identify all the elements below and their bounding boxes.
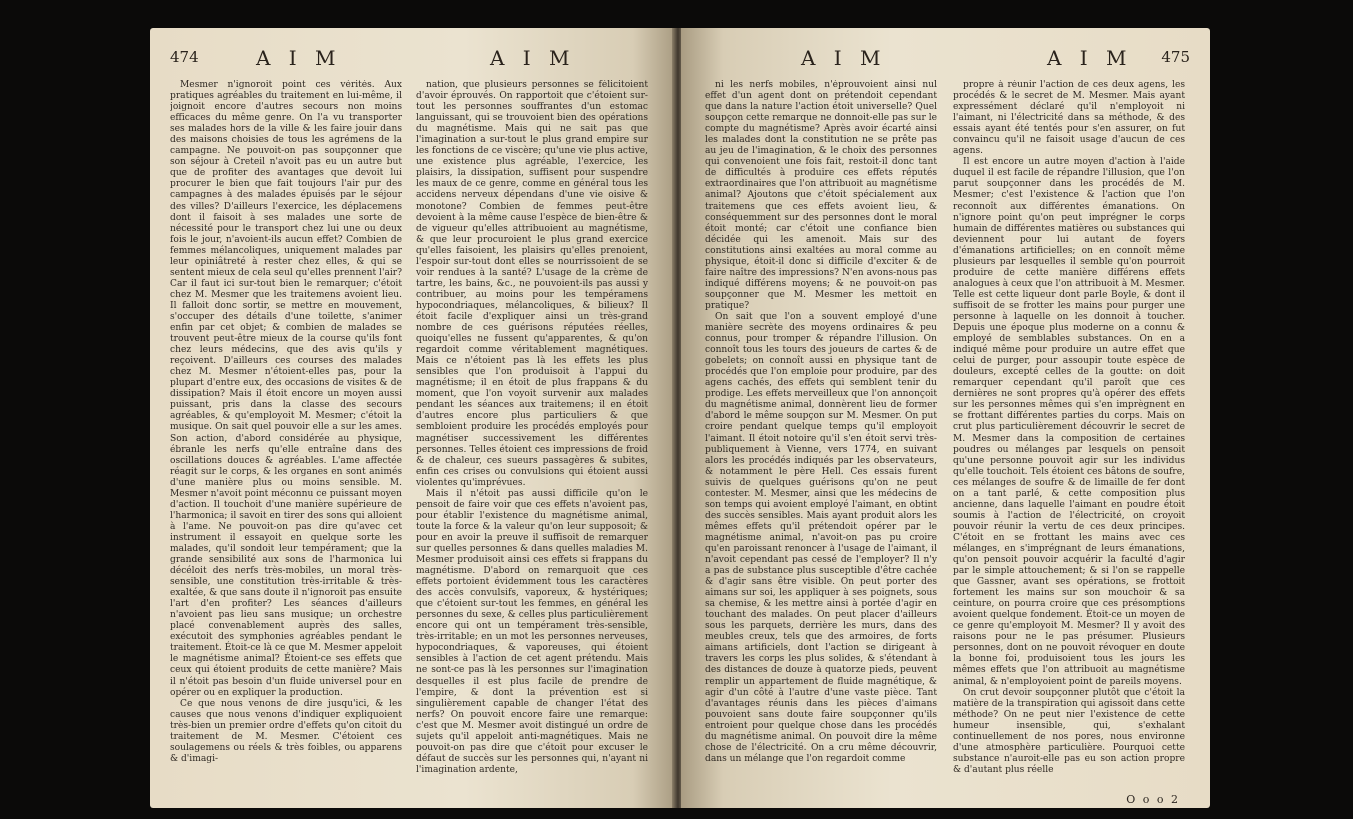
left-page-header <box>170 42 655 78</box>
right-page-header <box>701 42 1190 78</box>
paragraph: Mesmer n'ignoroit point ces vérités. Aux pratiques agréables du traitement en lui-même, il joignoit encore d'autres secours non moins efficaces du même genre. On l'a vu transporter ses malades hors de la ville & les faire jouir dans des maisons choisies de tous les agrémens de la campagne. Ne pouvoit-on pas soupçonner que son séjour à Creteil n'avoit pas eu un autre but que de profiter des avantages que devoit lui procurer le bien que fait toujours l'air pur des campagnes à des malades épuisés par le séjour des villes? D'ailleurs l'exercice, les déplacemens dont il faisoit à ses malades une sorte de nécessité pour le transport chez lui une ou deux fois le jour, n'avoient-ils aucun effet? Combien de femmes mélancoliques, uniquement malades par leur opiniâtreté à rester chez elles, & qui se sentent mieux de cela seul qu'elles prennent l'air? Car il faut ici sur-tout bien le remarquer; c'étoit chez M. Mesmer que les traitemens avoient lieu. Il falloit donc sortir, se mettre en mouvement, s'occuper des détails d'une toilette, s'animer enfin par cet objet; & combien de malades se trouvent peut-être mieux de la course qu'ils font chez leurs médecins, que des avis qu'ils y reçoivent. D'ailleurs ces courses des malades chez M. Mesmer n'étoient-elles pas, pour la plupart d'entre eux, des occasions de visites & de dissipation? Mais il étoit encore un moyen aussi puissant, pris dans la classe des secours agréables, & qu'employoit M. Mesmer; c'étoit la musique. On sait quel pouvoir elle a sur les ames. Son action, d'abord considérée au physique, ébranle les nerfs qu'elle entraîne dans des oscillations douces & agréables. L'ame affectée réagit sur le corps, & les organes en sont animés d'une manière plus ou moins sensible. M. Mesmer n'avoit point méconnu ce puissant moyen d'action. Il touchoit d'une manière supérieure de l'harmonica; il savoit en tirer des sons qui alloient à l'ame. Ne pouvoit-on pas dire qu'avec cet instrument il essayoit en quelque sorte les malades, qu'il sondoit leur tempérament; que la grande sensibilité aux sons de l'harmonica lui décéloit des nerfs très-mobiles, un moral très-sensible, une constitution très-irritable & très-exaltée, & que sans doute il n'ignoroit pas ensuite l'art d'en profiter? Les séances d'ailleurs n'avoient pas lieu sans musique; un orchestre placé convenablement auprès des salles, exécutoit des symphonies agréables pendant le traitement. Étoit-ce là ce que M. Mesmer appeloit le magnétisme animal? Étoient-ce ses effets que ceux qui étoient produits de cette manière? Mais il n'étoit pas besoin d'un fluide universel pour en opérer ou en expliquer la production. <box>170 80 402 698</box>
paragraph: On crut devoir soupçonner plutôt que c'étoit la matière de la transpiration qui agissoit dans cette méthode? On ne peut nier l'existence de cette humeur insensible, qui, s'exhalant continuellement de nos pores, nous environne d'une atmosphère particulière. Pourquoi cette substance n'auroit-elle pas eu son action propre & d'autant plus réelle <box>953 687 1185 775</box>
page-number: 474 <box>170 48 199 66</box>
text-column-3 <box>705 80 937 800</box>
running-head-left: A I M <box>801 46 887 70</box>
page-number: 475 <box>1161 48 1190 66</box>
running-head-right: A I M <box>490 46 576 70</box>
left-page <box>150 28 675 808</box>
text-column-2 <box>416 80 648 800</box>
running-head-left: A I M <box>256 46 342 70</box>
paragraph: ni les nerfs mobiles, n'éprouvoient ainsi nul effet d'un agent dont on prétendoit cependant que dans la nature l'action étoit universelle? Quel soupçon cette remarque ne donnoit-elle pas sur le compte du magnétisme? Après avoir écarté ainsi les malades dont la constitution ne se prête pas au jeu de l'imagination, & le choix des personnes qui convenoient une fois fait, restoit-il donc tant de difficultés à produire ces effets réputés extraordinaires que l'on attribuoit au magnétisme animal? Ajoutons que c'étoit spécialement aux traitemens que ces effets avoient lieu, & conséquemment sur des personnes dont le moral étoit monté; car c'étoit une confiance bien décidée qui les amenoit. Mais sur des constitutions ainsi exaltées au moral comme au physique, étoit-il donc si difficile d'exciter & de faire naître des impressions? N'en avons-nous pas indiqué différens moyens; & ne pouvoit-on pas soupçonner que M. Mesmer les mettoit en pratique? <box>705 80 937 311</box>
right-page <box>681 28 1210 808</box>
text-column-4 <box>953 80 1185 800</box>
open-book <box>150 28 1210 808</box>
paragraph: Mais il n'étoit pas aussi difficile qu'on le pensoit de faire voir que ces effets n'avoient pas, pour établir l'existence du magnétisme animal, toute la force & la valeur qu'on leur supposoit; & pour en avoir la preuve il suffisoit de remarquer sur quelles personnes & dans quelles maladies M. Mesmer produisoit ainsi ces effets si frappans du magnétisme. D'abord on remarquoit que ces effets portoient évidemment tous les caractères des accès convulsifs, vaporeux, & hystériques; que c'étoient sur-tout les femmes, en général les personnes du sexe, & celles plus particulièrement encore qui ont un tempérament très-sensible, très-irritable; en un mot les personnes nerveuses, hypocondriaques, & vaporeuses, qui étoient sensibles à l'action de cet agent prétendu. Mais ne sont-ce pas là les personnes sur l'imagination desquelles il est plus facile de prendre de l'empire, & dont la prévention est si singulièrement capable de changer l'état des nerfs? On pouvoit encore faire une remarque: c'est que M. Mesmer avoit distingué un ordre de sujets qu'il appeloit anti-magnétiques. Mais ne pouvoit-on pas dire que c'étoit pour excuser le défaut de succès sur les personnes qui, n'ayant ni l'imagination ardente, <box>416 488 648 775</box>
paragraph: propre à réunir l'action de ces deux agens, les procédés & le secret de M. Mesmer. Mais ayant expressément déclaré qu'il n'employoit ni l'aimant, ni l'électricité dans sa méthode, & des essais ayant été tentés pour s'en assurer, on fut convaincu qu'il ne faisoit usage d'aucun de ces agens. <box>953 80 1185 157</box>
signature-mark: O o o 2 <box>1126 793 1180 806</box>
paragraph: On sait que l'on a souvent employé d'une manière secrète des moyens ordinaires & peu connus, pour tromper & répandre l'illusion. On connoît tous les tours des joueurs de cartes & de gobelets; on connoît aussi en physique tant de procédés que l'on emploie pour produire, par des agens cachés, des effets qui semblent tenir du prodige. Les effets merveilleux que l'on annonçoit du magnétisme animal, donnèrent lieu de former d'abord le même soupçon sur M. Mesmer. On put croire pendant quelque temps qu'il employoit l'aimant. Il étoit notoire qu'il s'en étoit servi très-publiquement à Vienne, vers 1774, en suivant alors les procédés indiqués par les observateurs, & notamment le père Hell. Ces essais furent suivis de quelques guérisons qu'on ne peut contester. M. Mesmer, ainsi que les médecins de son temps qui avoient employé l'aimant, en obtint des succès sensibles. Mais ayant produit alors les mêmes effets qu'il prétendoit opérer par le magnétisme animal, n'avoit-on pas pu croire qu'en paroissant renoncer à l'usage de l'aimant, il n'avoit cependant pas cessé de l'employer? Il n'y a pas de substance plus susceptible d'être cachée & d'agir sans être visible. On peut porter des aimans sur soi, les appliquer à ses poignets, sous sa chemise, & les mettre ainsi à portée d'agir en touchant des malades. On peut placer d'ailleurs sous les parquets, derrière les murs, dans des meubles creux, tels que des armoires, de forts aimans artificiels, dont l'action se dirigeant à travers les corps les plus solides, & s'étendant à des distances de douze à quatorze pieds, peuvent remplir un appartement de fluide magnétique, & agir d'un côté à l'autre d'une vaste pièce. Tant d'avantages réunis dans les pièces d'aimans pouvoient sans doute faire soupçonner qu'ils entroient pour quelque chose dans les procédés du magnétisme animal. On pouvoit dire la même chose de l'électricité. On a cru même découvrir, dans un mélange que l'on regardoit comme <box>705 311 937 764</box>
paragraph: Il est encore un autre moyen d'action à l'aide duquel il est facile de répandre l'illusion, que l'on parut soupçonner dans les procédés de M. Mesmer; c'est l'existence & l'action que l'on reconnoît aux différentes émanations. On n'ignore point qu'on peut imprégner le corps humain de différentes matières ou substances qui deviennent pour lui autant de foyers d'émanations artificielles; on en connoît même plusieurs par lesquelles il semble qu'on pourroit produire de cette manière différens effets analogues à ceux que l'on attribuoit à M. Mesmer. Telle est cette liqueur dont parle Boyle, & dont il suffisoit de se frotter les mains pour purger une personne à laquelle on les donnoit à toucher. Depuis une époque plus moderne on a connu & employé de semblables substances. On en a indiqué même pour produire un autre effet que celui de purger, pour assoupir toute espèce de douleurs, excepté celles de la goutte: on doit remarquer cependant qu'il paroît que ces dernières ne sont propres qu'à opérer des effets sur les personnes mêmes qui s'en imprègnent en se frottant différentes parties du corps. Mais on crut plus particulièrement découvrir le secret de M. Mesmer dans la composition de certaines poudres ou mélanges par lesquels on pensoit qu'une personne pouvoit agir sur les individus qu'elle touchoit. Tels étoient ces bâtons de soufre, ces mélanges de soufre & de limaille de fer dont on a tant parlé, & cette composition plus ancienne, dans laquelle l'aimant en poudre étoit soumis à l'action de l'électricité, on croyoit pouvoir réunir la vertu de ces deux principes. C'étoit en se frottant les mains avec ces mélanges, en s'imprégnant de leurs émanations, qu'on pensoit pouvoir acquérir la faculté d'agir par le simple attouchement; & si l'on se rappelle que Gassner, avant ses opérations, se frottoit fortement les mains sur son mouchoir & sa ceinture, on pourra croire que ces présomptions avoient quelque fondement. Étoit-ce un moyen de ce genre qu'employoit M. Mesmer? Il y avoit des raisons pour ne le pas présumer. Plusieurs personnes, dont on ne pouvoit révoquer en doute la bonne foi, produisoient tous les jours les mêmes effets que l'on attribuoit au magnétisme animal, & n'employoient point de pareils moyens. <box>953 157 1185 687</box>
paragraph: Ce que nous venons de dire jusqu'ici, & les causes que nous venons d'indiquer expliquoient très-bien un premier ordre d'effets qu'on citoit du traitement de M. Mesmer. C'étoient ces soulagemens ou réels & très foibles, ou apparens & d'imagi- <box>170 698 402 764</box>
paragraph: nation, que plusieurs personnes se félicitoient d'avoir éprouvés. On rapportoit que c'étoient sur-tout les personnes souffrantes d'un estomac languissant, qui se trouvoient bien des opérations du magnétisme. Mais qui ne sait pas que l'imagination a sur-tout le plus grand empire sur les fonctions de ce viscère; qu'une vie plus active, une existence plus agréable, l'exercice, les plaisirs, la dissipation, suffisent pour suspendre les maux de ce genre, comme en général tous les accidens nerveux dépendans d'une vie oisive & monotone? Combien de femmes peut-être devoient à la même cause l'espèce de bien-être & de vigueur qu'elles attribuoient au magnétisme, & que leur procuroient le plus grand exercice qu'elles faisoient, les plaisirs qu'elles prenoient, l'espoir sur-tout dont elles se nourrissoient de se voir rendues à la santé? L'usage de la crème de tartre, les bains, &c., ne pouvoient-ils pas aussi y contribuer, au moins pour les tempéramens hypocondriaques, mélancoliques, & bilieux? Il étoit facile d'expliquer ainsi un très-grand nombre de ces guérisons réputées réelles, quoiqu'elles ne fussent qu'apparentes, & qu'on regardoit comme véritablement magnétiques. Mais ce n'étoient pas là les effets les plus sensibles que l'on produisoit à l'appui du magnétisme; il en étoit de plus frappans & du moment, que l'on voyoit survenir aux malades pendant les séances aux traitemens; il en étoit d'autres encore plus particuliers & que sembloient produire les procédés employés pour magnétiser successivement les différentes personnes. Telles étoient ces impressions de froid & de chaleur, ces sueurs passagères & subites, enfin ces crises ou convulsions qui étoient aussi violentes qu'imprévues. <box>416 80 648 488</box>
running-head-right: A I M <box>1047 46 1133 70</box>
text-column-1 <box>170 80 402 800</box>
